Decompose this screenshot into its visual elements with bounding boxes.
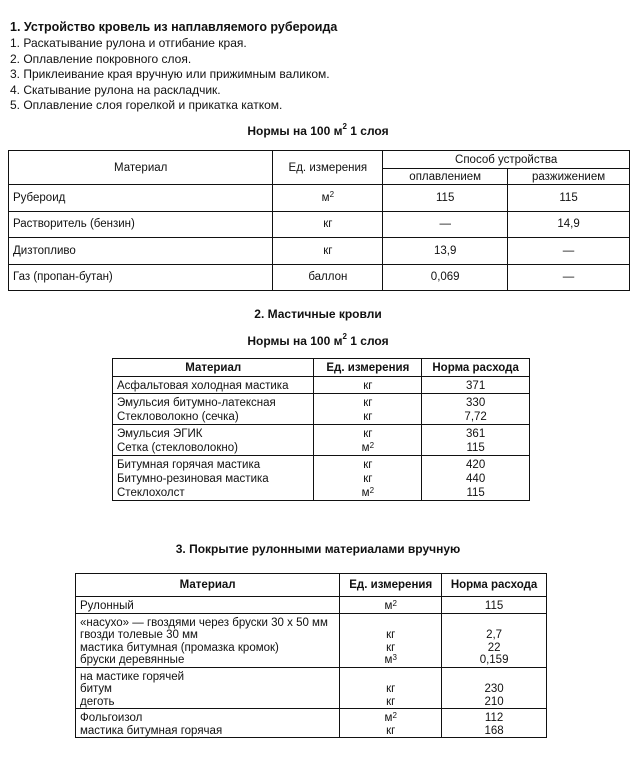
soft-cell: 115 [508,185,630,212]
norm-cell: 440 [422,472,530,486]
unit-cell: кг [340,725,442,738]
col-norm: Норма расхода [442,574,547,597]
material-cell: Битумно-резиновая мастика [113,472,314,486]
table-row [113,425,530,442]
section1-caption: Нормы на 100 $м^2$ 1 слоя [247,122,389,138]
section1-title: 1. Устройство кровель из наплавляемого рубероида [10,20,338,34]
col-material: Материал [9,151,273,185]
material-cell: Фольгоизол [76,709,340,725]
melt-cell: 115 [383,185,508,212]
unit-cell [340,613,442,629]
material-cell: Растворитель (бензин) [9,211,273,238]
table-row [113,472,530,486]
step-item: 4. Скатывание рулона на раскладчик. [10,82,221,97]
norms-table-1 [8,150,630,291]
unit-cell: $м^2$ [314,486,422,501]
material-cell: Рубероид [9,185,273,212]
melt-cell: 13,9 [383,238,508,265]
steps-list [10,36,330,114]
norm-cell: 112 [442,709,547,725]
table-row [76,642,547,655]
col-soft: разжижением [508,169,630,185]
soft-cell: 14,9 [508,211,630,238]
norm-cell: 210 [442,696,547,709]
material-cell: битум [76,683,340,696]
table-row [76,597,547,614]
unit-cell: кг [340,696,442,709]
step-item: 3. Приклеивание края вручную или прижимным валиком. [10,67,330,81]
table-row [76,629,547,642]
material-cell: Асфальтовая холодная мастика [113,377,314,394]
unit-cell: $м^2$ [273,185,383,212]
unit-cell: кг [314,472,422,486]
norm-cell: 420 [422,456,530,473]
table-row [76,667,547,683]
section2-caption: Нормы на 100 $м^2$ 1 слоя [247,332,389,348]
material-cell: гвозди толевые 30 мм [76,629,340,642]
unit-cell: кг [314,394,422,411]
soft-cell: — [508,238,630,265]
col-unit: Ед. измерения [340,574,442,597]
unit-cell: кг [340,629,442,642]
unit-cell: $м^2$ [314,441,422,456]
unit-cell: кг [273,211,383,238]
table-row [9,238,630,265]
norm-cell: 115 [442,597,547,614]
unit-cell: $м^2$ [340,597,442,614]
material-cell: Битумная горячая мастика [113,456,314,473]
table-row [76,654,547,667]
soft-cell: — [508,264,630,291]
melt-cell: — [383,211,508,238]
norm-cell: 7,72 [422,410,530,425]
material-cell: мастика битумная (промазка кромок) [76,642,340,655]
norm-cell: 0,159 [442,654,547,667]
col-material: Материал [113,359,314,377]
step-item: 2. Оплавление покровного слоя. [10,51,192,66]
norm-cell: 22 [442,642,547,655]
section3-title: 3. Покрытие рулонными материалами вручную [175,542,461,556]
material-cell: деготь [76,696,340,709]
unit-cell: кг [314,377,422,394]
table-row [113,486,530,501]
material-cell: Стеклохолст [113,486,314,501]
unit-cell: кг [273,238,383,265]
table-row [113,441,530,456]
norm-cell: 115 [422,441,530,456]
norm-cell: 361 [422,425,530,442]
col-unit: Ед. измерения [314,359,422,377]
step-item: 5. Оплавление слоя горелкой и прикатка катком. [10,98,283,112]
col-norm: Норма расхода [422,359,530,377]
material-cell: Стекловолокно (сечка) [113,410,314,425]
unit-cell: кг [314,456,422,473]
material-cell: Дизтопливо [9,238,273,265]
norm-cell: 2,7 [442,629,547,642]
unit-cell [340,667,442,683]
table-row [113,410,530,425]
material-cell: Газ (пропан-бутан) [9,264,273,291]
table-row [76,709,547,725]
norm-cell: 115 [422,486,530,501]
norm-cell: 230 [442,683,547,696]
table-row [113,377,530,394]
col-unit: Ед. измерения [273,151,383,185]
table-row [113,394,530,411]
melt-cell: 0,069 [383,264,508,291]
unit-cell: $м^2$ [340,709,442,725]
col-material: Материал [76,574,340,597]
table-row [9,185,630,212]
unit-cell: кг [340,642,442,655]
material-cell: бруски деревянные [76,654,340,667]
unit-cell: кг [314,410,422,425]
table-row [76,696,547,709]
unit-cell: $м^3$ [340,654,442,667]
material-cell: на мастике горячей [76,667,340,683]
material-cell: Рулонный [76,597,340,614]
unit-cell: баллон [273,264,383,291]
table-row [9,264,630,291]
norm-cell [442,667,547,683]
norms-table-3 [75,573,547,738]
col-melt: оплавлением [383,169,508,185]
table-row [9,211,630,238]
table-row [76,683,547,696]
table-row [113,456,530,473]
norm-cell: 330 [422,394,530,411]
section2-title: 2. Мастичные кровли [254,307,382,321]
material-cell: Сетка (стекловолокно) [113,441,314,456]
norm-cell [442,613,547,629]
material-cell: Эмульсия ЭГИК [113,425,314,442]
material-cell: «насухо» — гвоздями через бруски 30 х 50 мм [76,613,340,629]
step-item: 1. Раскатывание рулона и отгибание края. [10,36,247,50]
norm-cell: 371 [422,377,530,394]
material-cell: мастика битумная горячая [76,725,340,738]
material-cell: Эмульсия битумно-латексная [113,394,314,411]
table-row [76,725,547,738]
unit-cell: кг [314,425,422,442]
table-row [76,613,547,629]
norm-cell: 168 [442,725,547,738]
unit-cell: кг [340,683,442,696]
norms-table-2 [112,358,530,501]
col-method: Способ устройства [383,151,630,169]
